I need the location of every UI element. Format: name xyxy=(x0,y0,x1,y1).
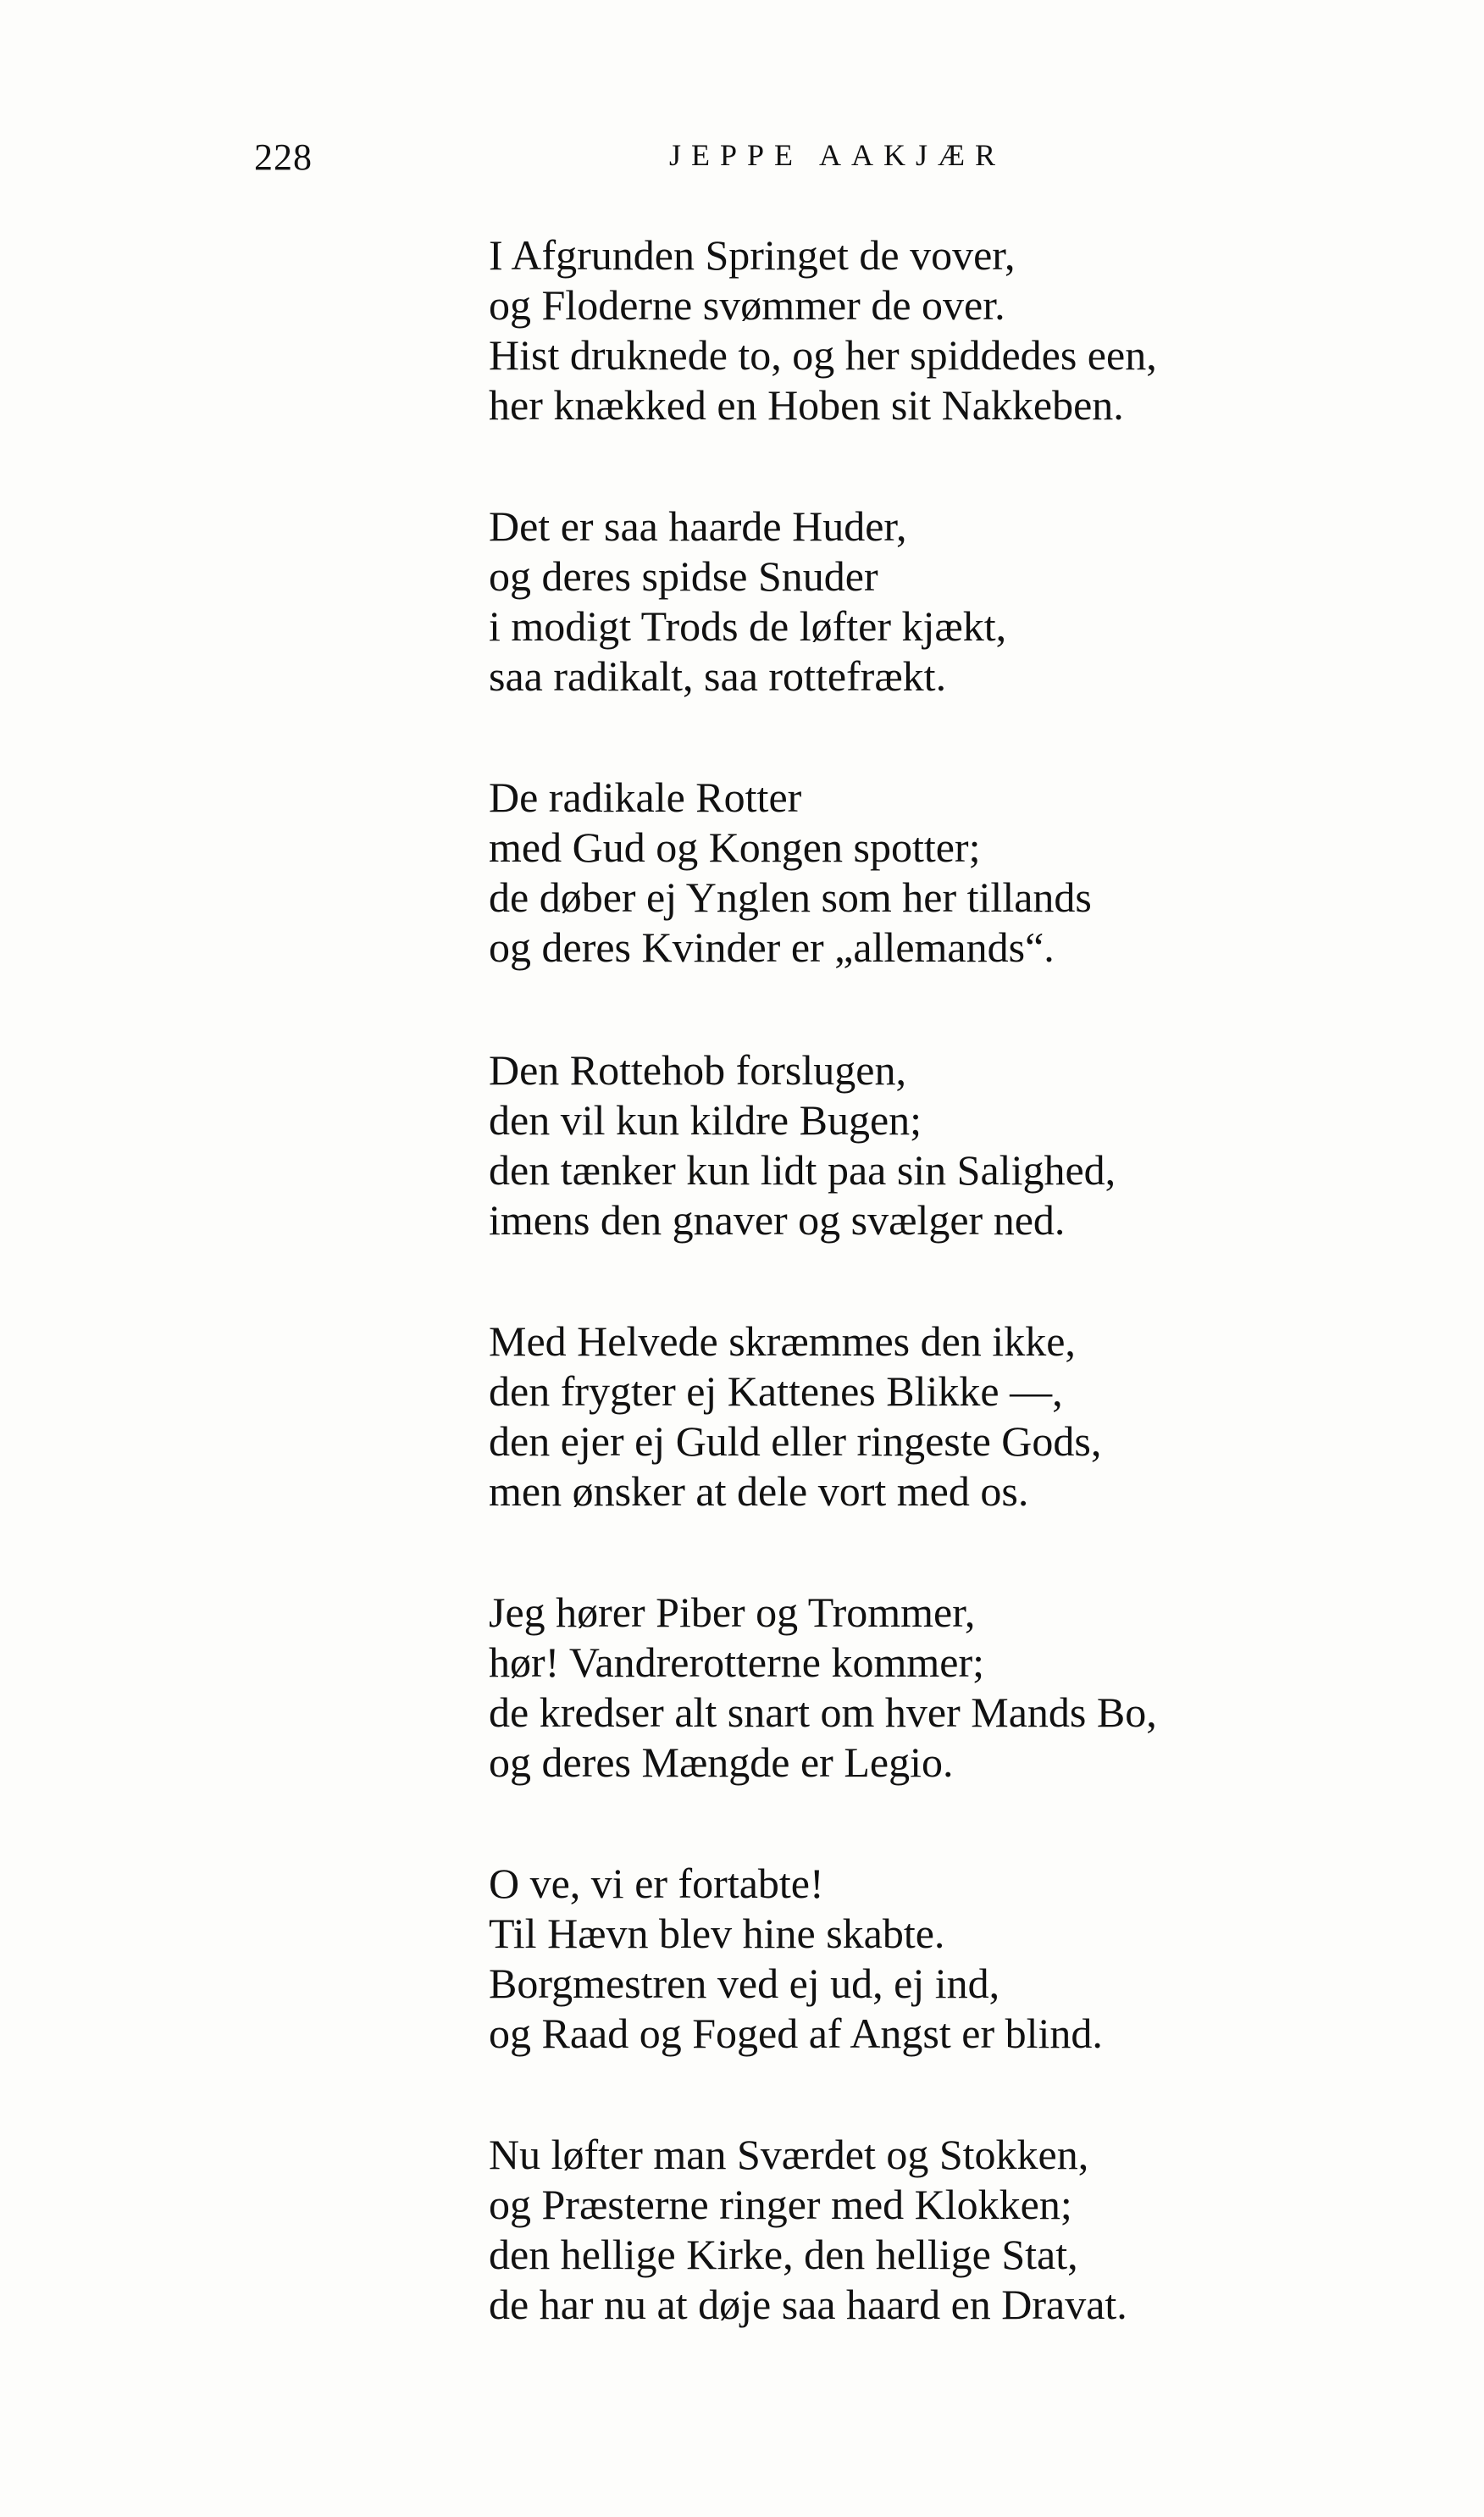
poem-line: Med Helvede skræmmes den ikke, xyxy=(489,1317,1076,1365)
poem-line: med Gud og Kongen spotter; xyxy=(489,823,981,871)
poem-line: og Præsterne ringer med Klokken; xyxy=(489,2181,1072,2228)
poem-line: De radikale Rotter xyxy=(489,773,802,821)
poem-line: Det er saa haarde Huder, xyxy=(489,502,907,550)
stanza xyxy=(489,1859,1437,2062)
poem-line: Hist druknede to, og her spiddedes een, xyxy=(489,331,1157,379)
stanza xyxy=(489,2130,1437,2333)
poem-line: Borgmestren ved ej ud, ej ind, xyxy=(489,1960,1000,2007)
poem-line: og deres spidse Snuder xyxy=(489,552,878,600)
running-title: JEPPE AAKJÆR xyxy=(669,138,1006,172)
stanza xyxy=(489,1045,1437,1249)
poem-line: imens den gnaver og svælger ned. xyxy=(489,1196,1066,1244)
poem-line: de døber ej Ynglen som her tillands xyxy=(489,873,1092,921)
poem xyxy=(489,230,1437,2333)
poem-line: i modigt Trods de løfter kjækt, xyxy=(489,602,1007,650)
poem-line: I Afgrunden Springet de vover, xyxy=(489,231,1016,279)
poem-line: de har nu at døje saa haard en Dravat. xyxy=(489,2281,1127,2328)
poem-line: her knækked en Hoben sit Nakkeben. xyxy=(489,381,1124,429)
stanza xyxy=(489,502,1437,705)
poem-line: og deres Kvinder er „allemands“. xyxy=(489,923,1055,971)
poem-line: og deres Mængde er Legio. xyxy=(489,1738,954,1786)
poem-line: den hellige Kirke, den hellige Stat, xyxy=(489,2231,1078,2278)
poem-line: Nu løfter man Sværdet og Stokken, xyxy=(489,2131,1089,2178)
poem-line: Den Rottehob forslugen, xyxy=(489,1046,906,1094)
page-number: 228 xyxy=(254,136,313,178)
poem-line: den ejer ej Guld eller ringeste Gods, xyxy=(489,1417,1102,1465)
poem-line: de kredser alt snart om hver Mands Bo, xyxy=(489,1688,1157,1736)
poem-line: den frygter ej Kattenes Blikke —, xyxy=(489,1367,1063,1415)
poem-line: og Raad og Foged af Angst er blind. xyxy=(489,2010,1103,2057)
stanza xyxy=(489,1317,1437,1520)
stanza xyxy=(489,1588,1437,1791)
poem-line: men ønsker at dele vort med os. xyxy=(489,1467,1029,1515)
poem-line: saa radikalt, saa rottefrækt. xyxy=(489,652,947,700)
poem-line: Jeg hører Piber og Trommer, xyxy=(489,1588,976,1636)
poem-line: den vil kun kildre Bugen; xyxy=(489,1096,922,1144)
stanza xyxy=(489,773,1437,976)
stanza xyxy=(489,230,1437,434)
poem-line: Til Hævn blev hine skabte. xyxy=(489,1910,945,1957)
poem-line: og Floderne svømmer de over. xyxy=(489,281,1005,329)
poem-line: den tænker kun lidt paa sin Salighed, xyxy=(489,1146,1116,1194)
poem-line: O ve, vi er fortabte! xyxy=(489,1860,824,1907)
poem-line: hør! Vandrerotterne kommer; xyxy=(489,1638,984,1686)
page-header xyxy=(254,136,1127,186)
